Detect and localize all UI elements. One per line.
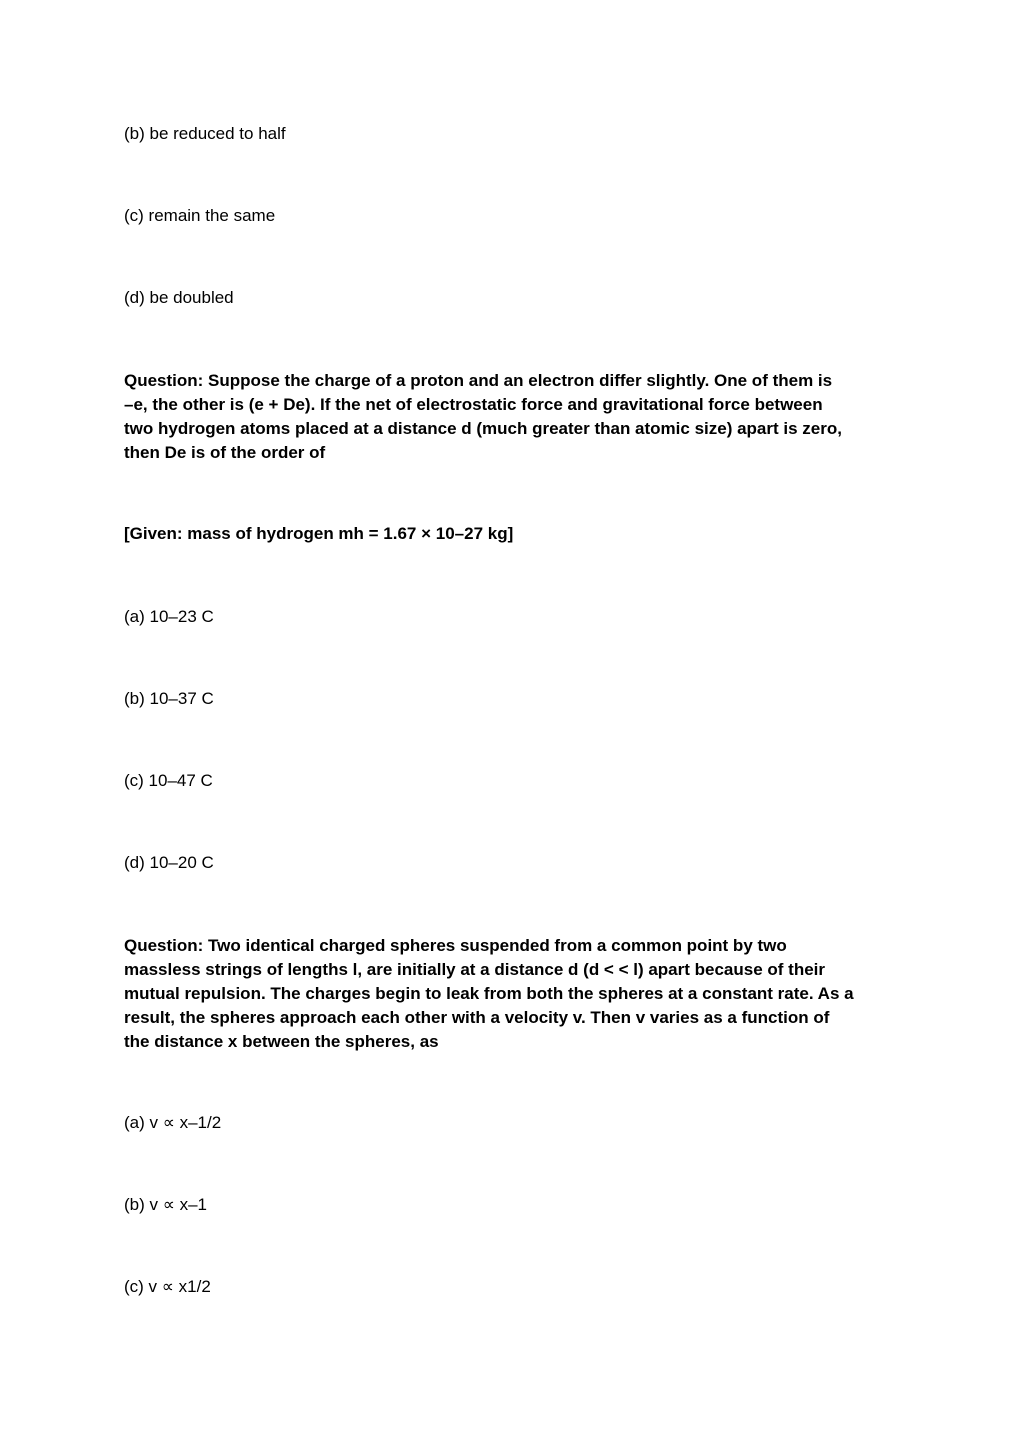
question-1	[124, 369, 914, 465]
question-1-option-b: (b) 10–37 C	[124, 689, 214, 708]
question-2-option-b: (b) v ∝ x–1	[124, 1195, 207, 1214]
question-2-option-c: (c) v ∝ x1/2	[124, 1277, 211, 1296]
question-2	[124, 934, 914, 1054]
option-b-prev: (b) be reduced to half	[124, 124, 286, 143]
option-d-prev: (d) be doubled	[124, 288, 234, 307]
option-c-prev: (c) remain the same	[124, 206, 276, 225]
question-2-line: massless strings of lengths l, are initially at a distance d (d < < l) apart because of their	[124, 960, 826, 979]
question-2-line: mutual repulsion. The charges begin to leak from both the spheres at a constant rate. As a	[124, 984, 854, 1003]
question-1-line: two hydrogen atoms placed at a distance d (much greater than atomic size) apart is zero,	[124, 419, 842, 438]
question-2-line: Question: Two identical charged spheres suspended from a common point by two	[124, 936, 787, 955]
question-1-line: –e, the other is (e + De). If the net of electrostatic force and gravitational force between	[124, 395, 823, 414]
question-1-option-d: (d) 10–20 C	[124, 853, 214, 872]
question-1-given: [Given: mass of hydrogen mh = 1.67 × 10–27 kg]	[124, 524, 514, 543]
question-2-option-a: (a) v ∝ x–1/2	[124, 1113, 222, 1132]
question-1-option-c: (c) 10–47 C	[124, 771, 213, 790]
question-2-line: the distance x between the spheres, as	[124, 1032, 439, 1051]
question-1-option-a: (a) 10–23 C	[124, 607, 214, 626]
question-1-line: then De is of the order of	[124, 443, 326, 462]
question-1-line: Question: Suppose the charge of a proton and an electron differ slightly. One of them is	[124, 371, 833, 390]
question-2-line: result, the spheres approach each other with a velocity v. Then v varies as a function of	[124, 1008, 830, 1027]
